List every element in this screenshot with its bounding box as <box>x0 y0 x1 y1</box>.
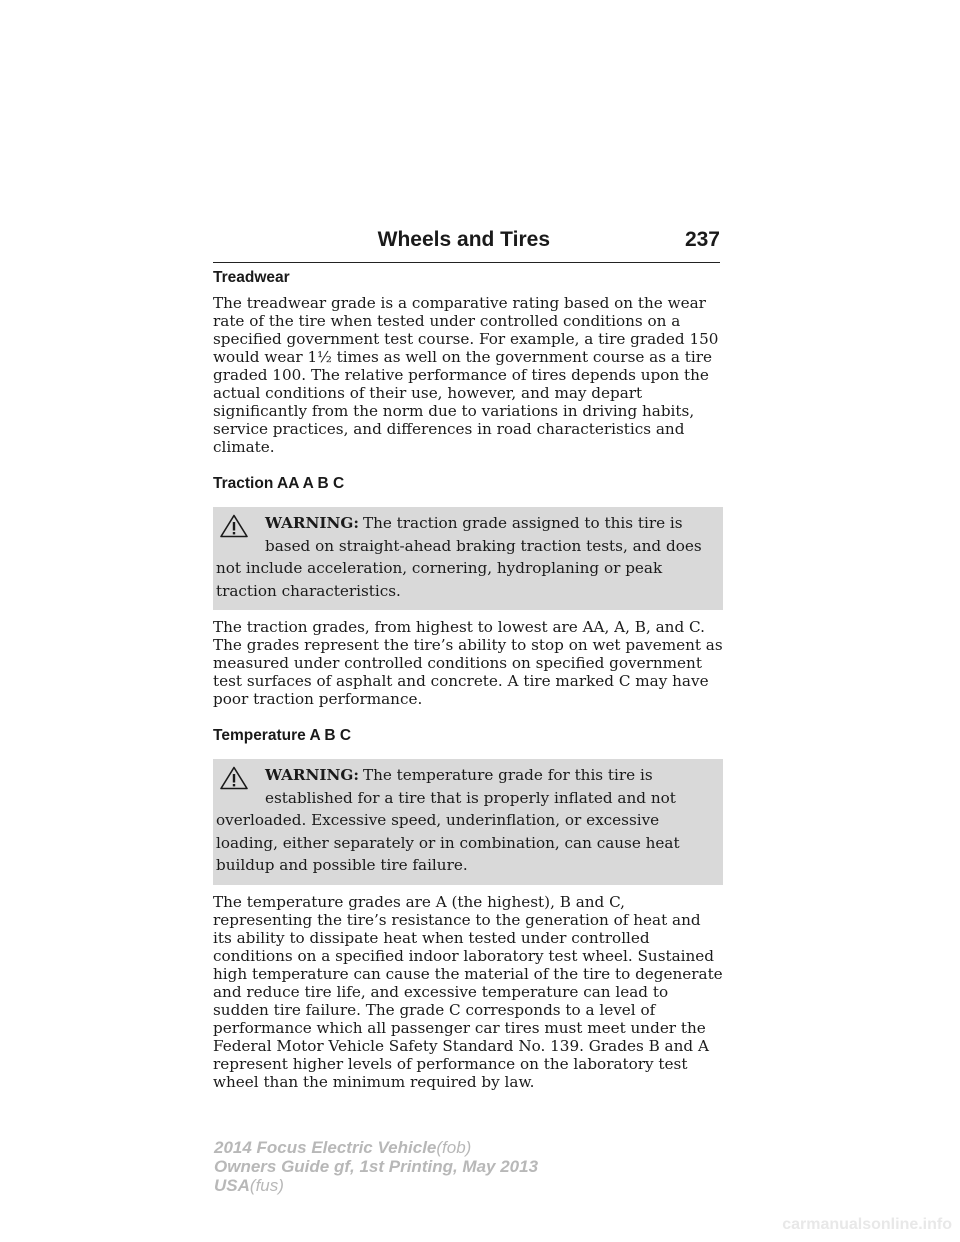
warning-label: WARNING: <box>265 766 359 784</box>
page-header <box>213 224 720 263</box>
page-number: 237 <box>684 228 720 251</box>
treadwear-heading: Treadwear <box>213 269 290 286</box>
treadwear-paragraph: The treadwear grade is a comparative rating based on the wear rate of the tire when tested under controlled conditions on a specified government test course. For example, a tire graded 150 would wear 1½ times as well on the government course as a tire graded 100. The relative performance of tires depends upon the actual conditions of their use, however, and may depart significantly from the norm due to variations in driving habits, service practices, and differences in road characteristics and climate. <box>213 294 719 456</box>
warning-triangle-icon <box>220 766 248 790</box>
section-title: Wheels and Tires <box>377 228 550 251</box>
footer-region-code: (fus) <box>249 1176 284 1195</box>
temperature-warning-box <box>213 759 723 885</box>
temperature-warning-text: The temperature grade for this tire is established for a tire that is properly inflated and not overloaded. Excessive speed, underinflation, or excessive loading, either separately or in combination, can cause heat buildup and possible tire failure. <box>216 766 680 874</box>
traction-warning-box <box>213 507 723 610</box>
footer-vehicle: 2014 Focus Electric Vehicle <box>214 1138 437 1157</box>
footer-vehicle-code: (fob) <box>436 1138 472 1157</box>
warning-label: WARNING: <box>265 514 359 532</box>
traction-warning-text: The traction grade assigned to this tire is based on straight-ahead braking traction tests, and does not include acceleration, cornering, hydroplaning or peak traction characteristics. <box>216 514 702 600</box>
watermark: carmanualsonline.info <box>782 1216 952 1233</box>
temperature-paragraph: The temperature grades are A (the highest), B and C, representing the tire’s resistance to the generation of heat and its ability to dissipate heat when tested under controlled conditions on a specified indoor laboratory test wheel. Sustained high temperature can cause the material of the tire to degenerate and reduce tire life, and excessive temperature can lead to sudden tire failure. The grade C corresponds to a level of performance which all passenger car tires must meet under the Federal Motor Vehicle Safety Standard No. 139. Grades B and A represent higher levels of performance on the laboratory test wheel than the minimum required by law. <box>213 892 723 1091</box>
traction-paragraph: The traction grades, from highest to lowest are AA, A, B, and C. The grades represent the tire’s ability to stop on wet pavement as measured under controlled conditions on specified government test surfaces of asphalt and concrete. A tire marked C may have poor traction performance. <box>213 618 723 708</box>
document-footer <box>214 1138 538 1195</box>
page-content <box>213 268 723 1103</box>
footer-line-2 <box>214 1157 538 1176</box>
footer-line-1 <box>214 1138 538 1157</box>
temperature-heading: Temperature A B C <box>213 727 352 744</box>
footer-line-3 <box>214 1176 538 1195</box>
footer-region: USA <box>214 1176 250 1195</box>
traction-heading: Traction AA A B C <box>213 475 345 492</box>
warning-triangle-icon <box>220 514 248 538</box>
footer-printing: Owners Guide gf, 1st Printing, May 2013 <box>214 1157 539 1176</box>
